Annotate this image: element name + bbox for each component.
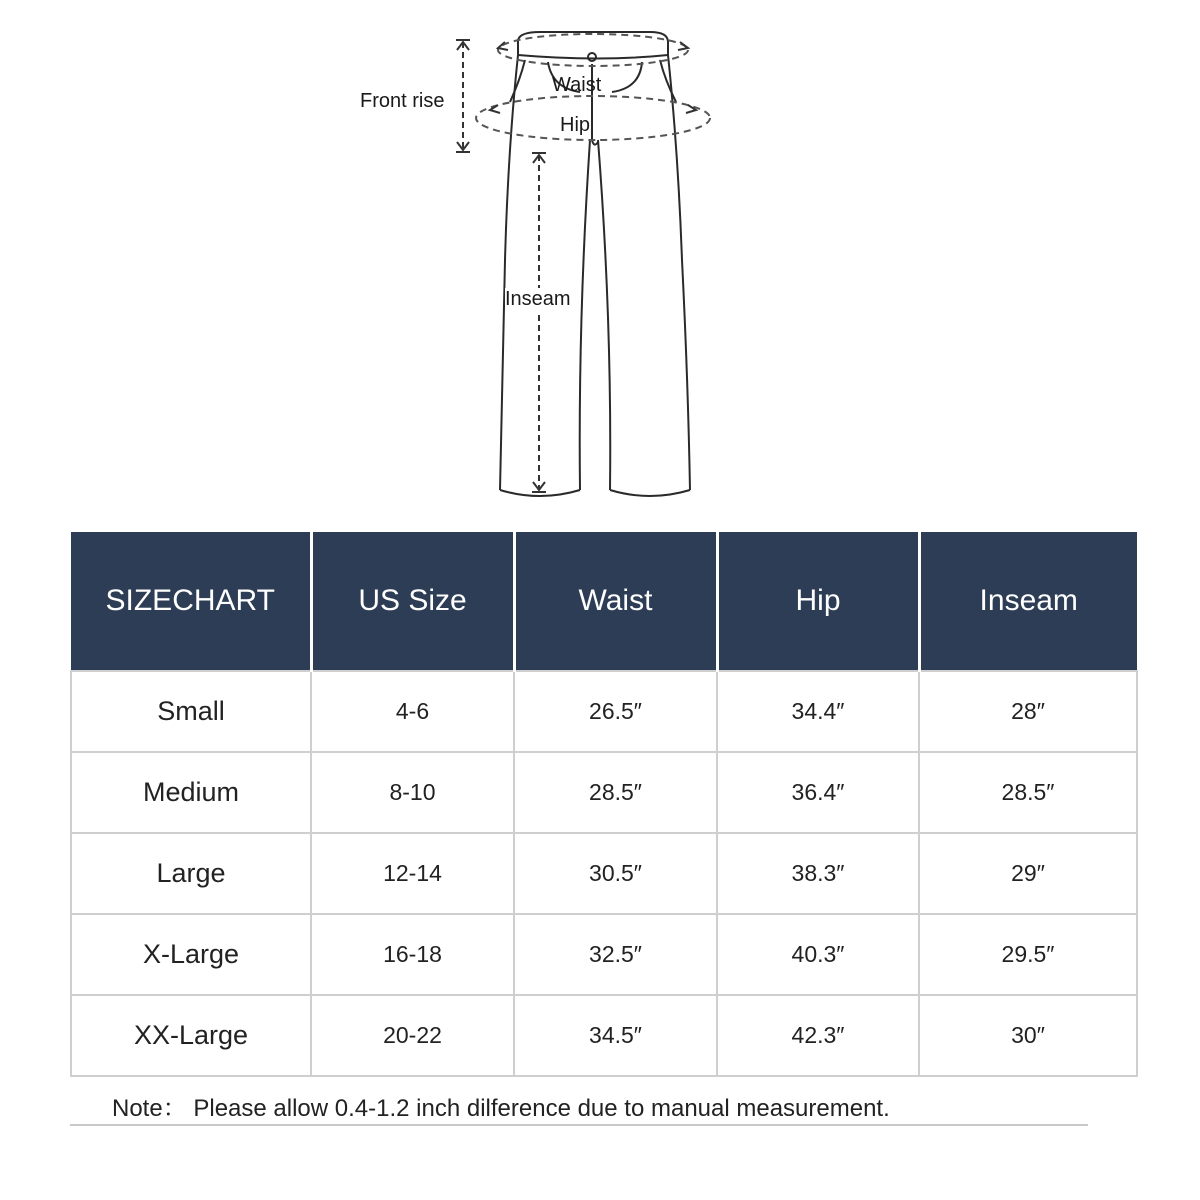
hip-cell: 38.3″ [717,833,919,914]
waist-cell: 30.5″ [514,833,717,914]
table-row [71,914,1137,995]
waist-cell: 32.5″ [514,914,717,995]
us-size-cell: 8-10 [311,752,514,833]
inseam-cell: 29.5″ [919,914,1137,995]
hip-cell: 36.4″ [717,752,919,833]
inseam-cell: 28.5″ [919,752,1137,833]
hip-cell: 40.3″ [717,914,919,995]
inseam-cell: 28″ [919,671,1137,752]
hip-cell: 42.3″ [717,995,919,1076]
size-name-cell: X-Large [71,914,311,995]
table-row [71,752,1137,833]
us-size-cell: 16-18 [311,914,514,995]
size-name-cell: Small [71,671,311,752]
measurement-arrow-icon [456,40,470,152]
header-waist: Waist [514,532,717,671]
header-hip: Hip [717,532,919,671]
header-sizechart: SIZECHART [71,532,311,671]
size-name-cell: XX-Large [71,995,311,1076]
note-divider [70,1124,1088,1126]
front-rise-label: Front rise [360,90,445,112]
size-name-cell: Large [71,833,311,914]
table-row [71,833,1137,914]
header-inseam: Inseam [919,532,1137,671]
us-size-cell: 20-22 [311,995,514,1076]
hip-label: Hip [560,114,591,136]
measurement-note: Note： Please allow 0.4-1.2 inch dilference due to manual measurement. [112,1095,890,1122]
inseam-cell: 30″ [919,995,1137,1076]
size-chart-table [70,532,1138,1077]
table-header-row [71,532,1137,671]
us-size-cell: 4-6 [311,671,514,752]
waist-cell: 26.5″ [514,671,717,752]
pants-diagram [0,0,1200,520]
inseam-label: Inseam [505,288,571,310]
waist-cell: 34.5″ [514,995,717,1076]
waist-cell: 28.5″ [514,752,717,833]
hip-cell: 34.4″ [717,671,919,752]
header-us-size: US Size [311,532,514,671]
size-name-cell: Medium [71,752,311,833]
table-row [71,671,1137,752]
us-size-cell: 12-14 [311,833,514,914]
table-row [71,995,1137,1076]
waist-label: Waist [552,74,602,96]
inseam-cell: 29″ [919,833,1137,914]
